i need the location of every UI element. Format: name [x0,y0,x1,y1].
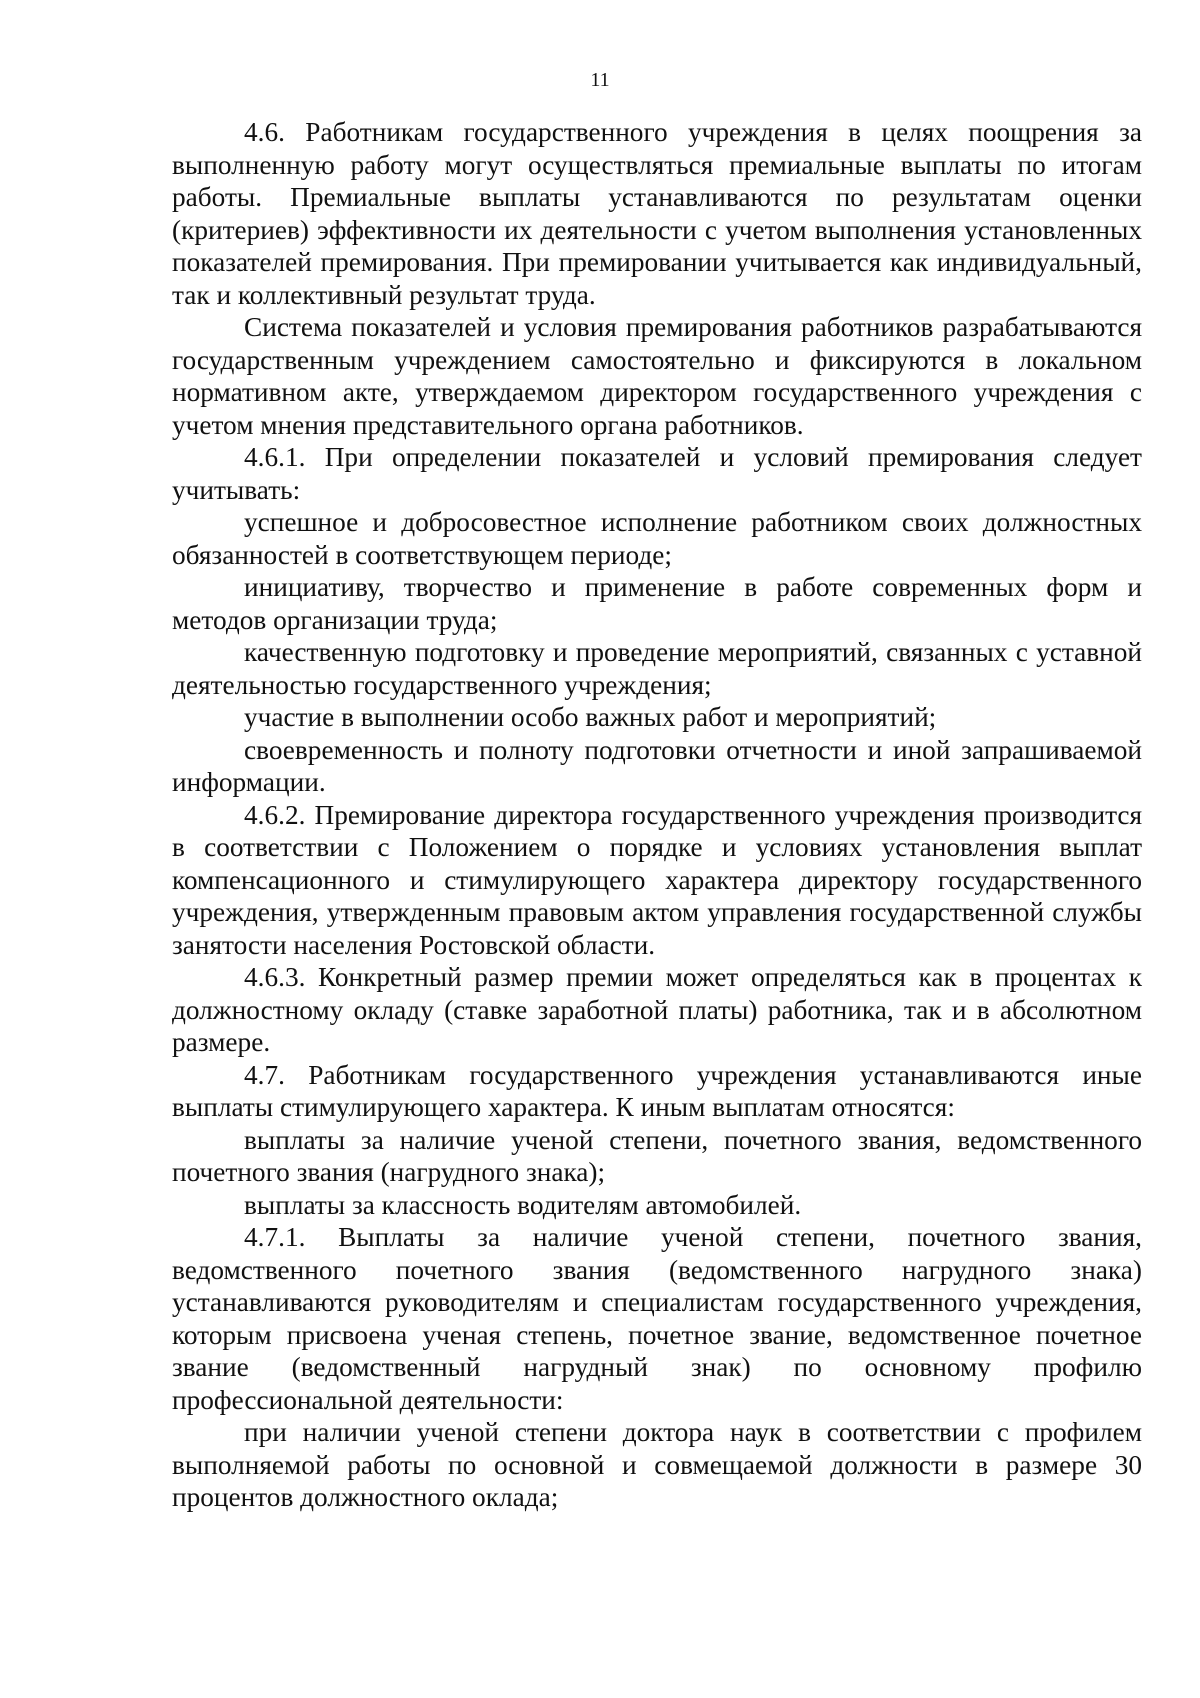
paragraph-4-6: 4.6. Работникам государственного учреждения в целях поощрения за выполненную работу могут осуществляться премиальные выплаты по итогам работы. Премиальные выплаты устанавливаются по результатам оценки (критериев) эффективности их деятельности с учетом выполнения установленных показателей премирования. При премировании учитывается как индивидуальный, так и коллективный результат труда. [172,117,1142,310]
criteria-item: инициативу, творчество и применение в работе современных форм и методов организации труда; [172,572,1142,635]
document-body [172,116,1142,1514]
paragraph-4-6-2: 4.6.2. Премирование директора государственного учреждения производится в соответствии с Положением о порядке и условиях установления выплат компенсационного и стимулирующего характера директору государственного учреждения, утвержденным правовым актом управления государственной службы занятости населения Ростовской области. [172,799,1142,960]
paragraph-4-6-1: 4.6.1. При определении показателей и условий премирования следует учитывать: [172,442,1142,505]
payment-item: выплаты за наличие ученой степени, почетного звания, ведомственного почетного звания (нагрудного знака); [172,1124,1142,1187]
paragraph-4-7-1: 4.7.1. Выплаты за наличие ученой степени, почетного звания, ведомственного почетного звания (ведомственного нагрудного знака) устанавливаются руководителям и специалистам государственного учреждения, которым присвоена ученая степень, почетное звание, ведомственное почетное звание (ведомственный нагрудный знак) по основному профилю профессиональной деятельности: [172,1222,1142,1415]
page-number: 11 [590,69,610,91]
criteria-item: своевременность и полноту подготовки отчетности и иной запрашиваемой информации. [172,734,1142,797]
payment-rate-item: при наличии ученой степени доктора наук в соответствии с профилем выполняемой работы по основной и совмещаемой должности в размере 30 процентов должностного оклада; [172,1417,1142,1512]
criteria-item: успешное и добросовестное исполнение работником своих должностных обязанностей в соответствующем периоде; [172,507,1142,570]
payment-item: выплаты за классность водителям автомобилей. [244,1189,802,1220]
paragraph-4-7: 4.7. Работникам государственного учреждения устанавливаются иные выплаты стимулирующего характера. К иным выплатам относятся: [172,1059,1142,1122]
criteria-item: качественную подготовку и проведение мероприятий, связанных с уставной деятельностью государственного учреждения; [172,637,1142,700]
criteria-item: участие в выполнении особо важных работ и мероприятий; [244,702,937,732]
paragraph-bonus-system: Система показателей и условия премирования работников разрабатываются государственным учреждением самостоятельно и фиксируются в локальном нормативном акте, утверждаемом директором государственного учреждения с учетом мнения представительного органа работников. [172,312,1142,440]
paragraph-4-6-3: 4.6.3. Конкретный размер премии может определяться как в процентах к должностному окладу (ставке заработной платы) работника, так и в абсолютном размере. [172,962,1142,1057]
